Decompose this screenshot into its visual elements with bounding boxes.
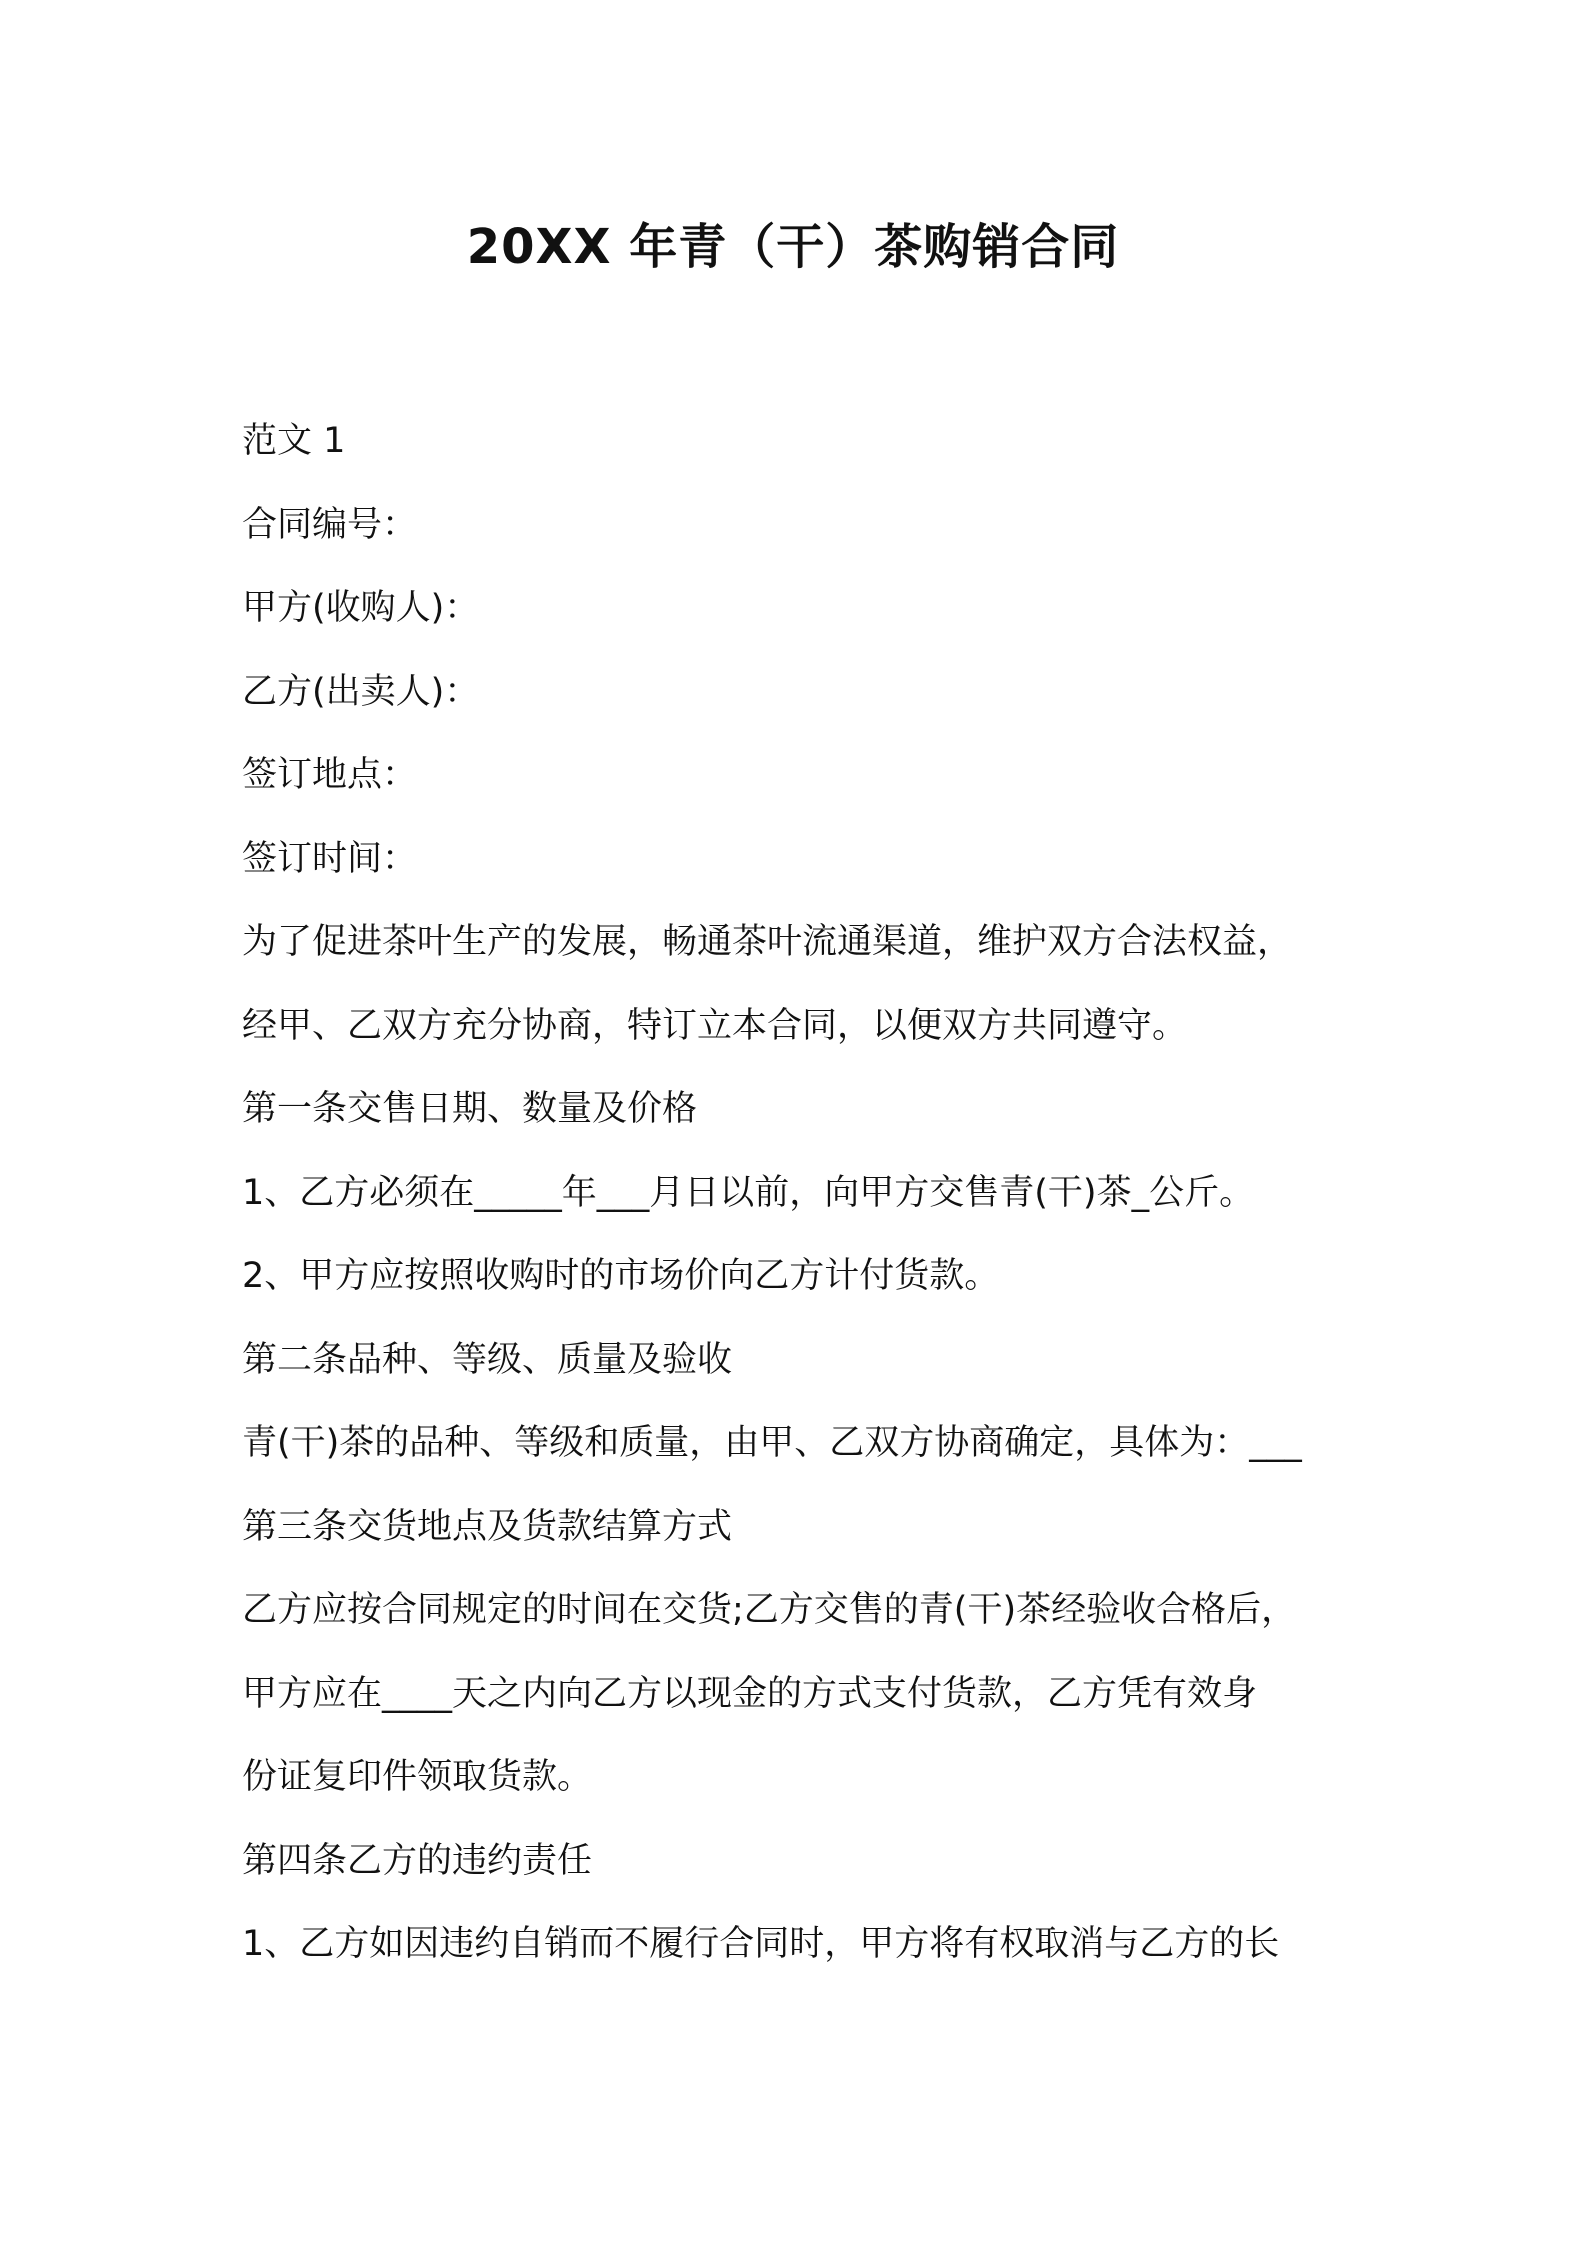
article-3-text-line-2: 甲方应在____天之内向乙方以现金的方式支付货款，乙方凭有效身 <box>242 1673 1258 1714</box>
preamble-line-1: 为了促进茶叶生产的发展，畅通茶叶流通渠道，维护双方合法权益， <box>242 922 1293 962</box>
party-a-field: 甲方(收购人)： <box>242 588 480 628</box>
article-3-text-line-3: 份证复印件领取货款。 <box>242 1757 593 1797</box>
article-1-clause-1: 1、乙方必须在_____年___月日以前，向甲方交售青(干)茶_公斤。 <box>242 1172 1255 1213</box>
party-b-field: 乙方(出卖人)： <box>242 671 480 712</box>
preamble-line-2: 经甲、乙双方充分协商，特订立本合同，以便双方共同遵守。 <box>242 1005 1188 1046</box>
article-3-heading: 第三条交货地点及货款结算方式 <box>242 1506 733 1547</box>
document-title: 20XX 年青（干）茶购销合同 <box>466 219 1120 275</box>
signing-place-field: 签订地点： <box>242 755 418 795</box>
document-body <box>242 400 1362 1987</box>
article-2-heading: 第二条品种、等级、质量及验收 <box>242 1339 733 1380</box>
article-4-heading: 第四条乙方的违约责任 <box>242 1840 593 1881</box>
contract-number-field: 合同编号： <box>242 504 418 545</box>
article-1-heading: 第一条交售日期、数量及价格 <box>242 1089 698 1129</box>
article-1-clause-2: 2、甲方应按照收购时的市场价向乙方计付货款。 <box>242 1256 1000 1296</box>
signing-time-field: 签订时间： <box>242 838 418 879</box>
article-3-text-line-1: 乙方应按合同规定的时间在交货;乙方交售的青(干)茶经验收合格后， <box>242 1590 1297 1630</box>
sample-label: 范文 1 <box>242 421 346 461</box>
article-4-clause-1: 1、乙方如因违约自销而不履行合同时，甲方将有权取消与乙方的长 <box>242 1924 1280 1964</box>
article-2-text: 青(干)茶的品种、等级和质量，由甲、乙双方协商确定，具体为：___ <box>242 1423 1302 1463</box>
